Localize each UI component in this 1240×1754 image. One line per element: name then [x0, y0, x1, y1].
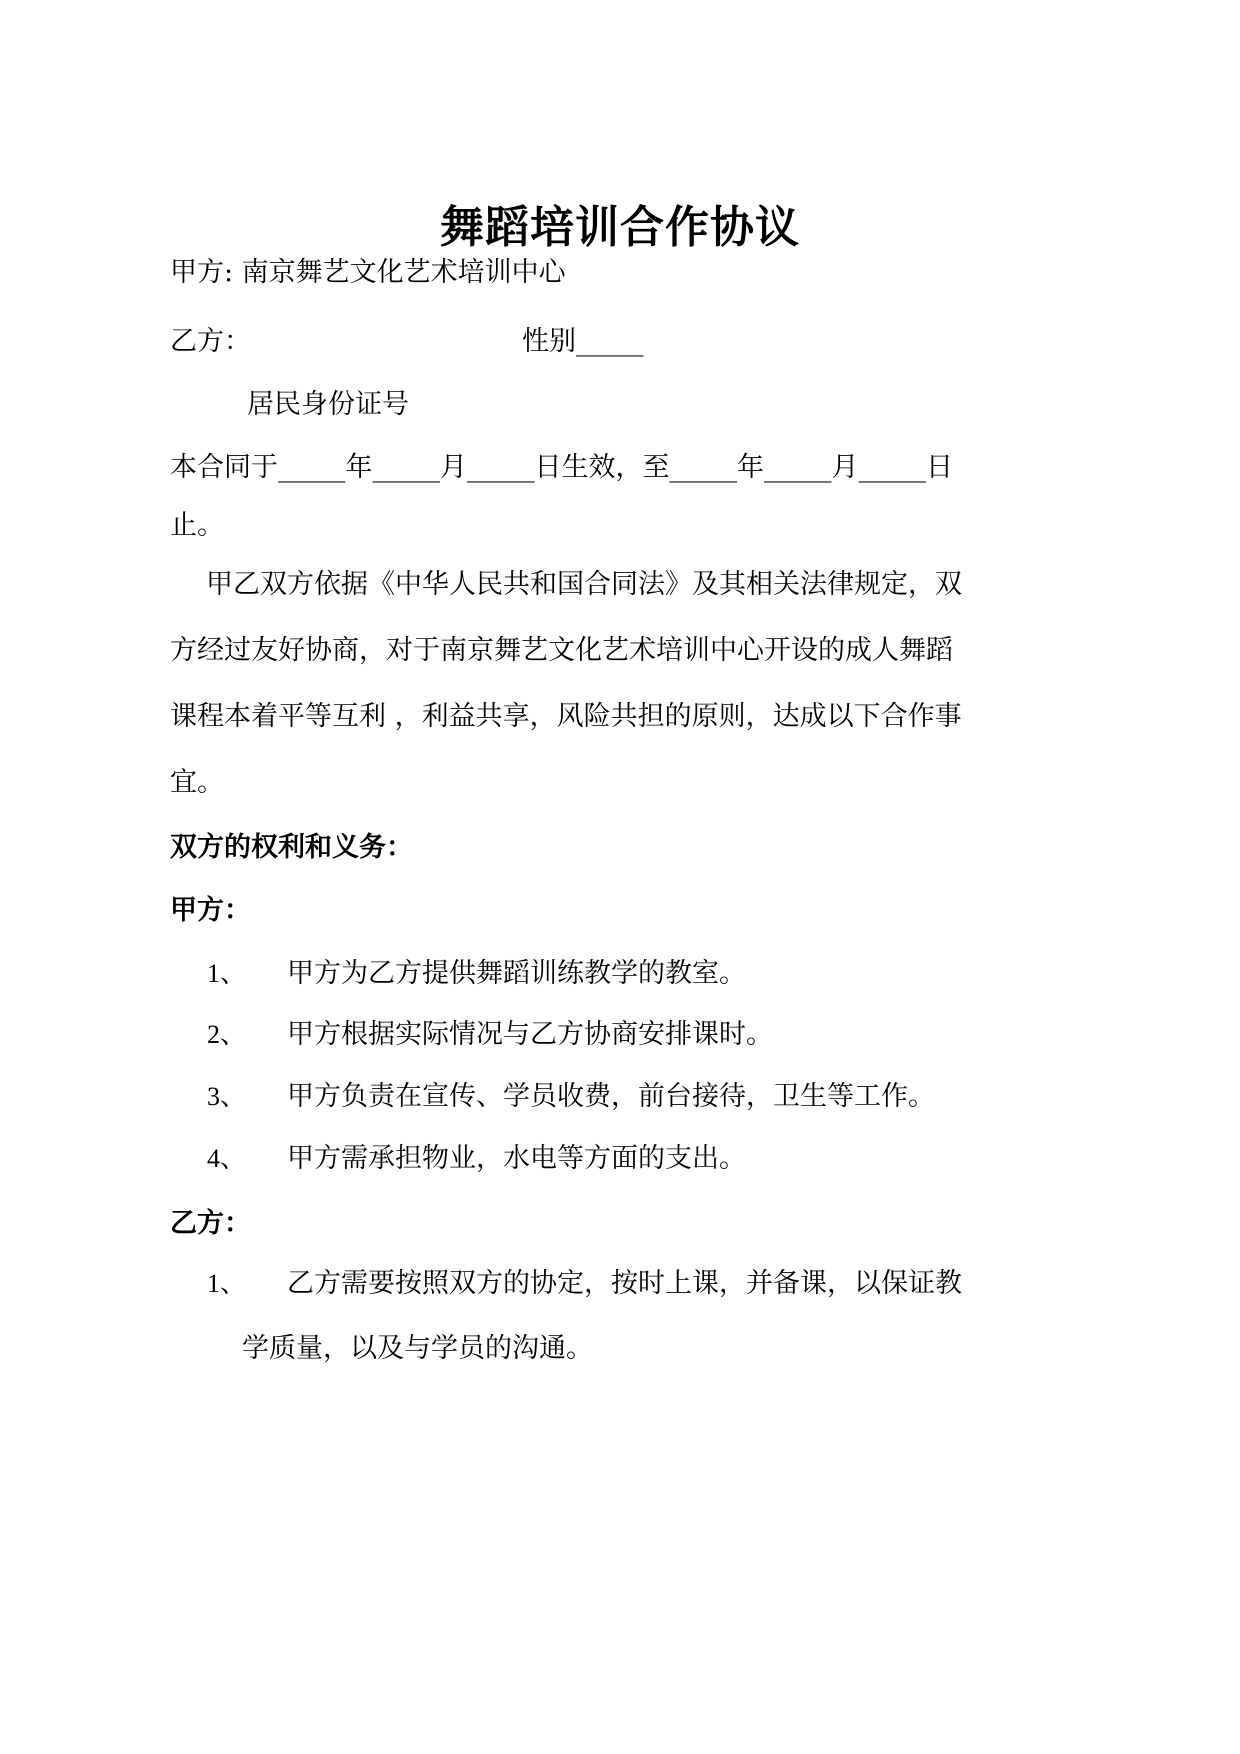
- gender-field: 性别_____: [522, 326, 644, 357]
- party-a-heading: 甲方：: [170, 895, 251, 926]
- preamble-line: 方经过友好协商，对于南京舞艺文化艺术培训中心开设的成人舞蹈: [170, 635, 953, 666]
- document-title: 舞蹈培训合作协议: [440, 202, 800, 254]
- effective-date-line-end: 止。: [170, 510, 224, 541]
- party-b-label: 乙方：: [170, 326, 251, 357]
- party-a-item: 甲方负责在宣传、学员收费，前台接待，卫生等工作。: [287, 1081, 935, 1112]
- party-a-line: 甲方: 南京舞艺文化艺术培训中心: [170, 257, 566, 288]
- party-a-item: 甲方根据实际情况与乙方协商安排课时。: [287, 1019, 773, 1050]
- party-b-item: 乙方需要按照双方的协定，按时上课，并备课，以保证教: [287, 1268, 962, 1299]
- list-item-number: 3、: [207, 1082, 247, 1111]
- id-number-field: 居民身份证号: [247, 389, 409, 420]
- list-item-number: 1、: [207, 959, 247, 988]
- effective-date-line: 本合同于_____年_____月_____日生效，至_____年_____月_____日: [170, 452, 953, 483]
- preamble-line: 甲乙双方依据《中华人民共和国合同法》及其相关法律规定，双: [206, 569, 962, 600]
- preamble-line: 课程本着平等互利 ，利益共享，风险共担的原则，达成以下合作事: [170, 701, 962, 732]
- party-a-item: 甲方为乙方提供舞蹈训练教学的教室。: [287, 958, 746, 989]
- list-item-number: 4、: [207, 1144, 247, 1173]
- party-b-item-continuation: 学质量，以及与学员的沟通。: [242, 1333, 593, 1364]
- preamble-line: 宜。: [170, 767, 224, 798]
- list-item-number: 2、: [207, 1020, 247, 1049]
- rights-heading: 双方的权利和义务：: [170, 832, 413, 863]
- party-b-heading: 乙方：: [170, 1208, 251, 1239]
- list-item-number: 1、: [207, 1269, 247, 1298]
- party-a-item: 甲方需承担物业，水电等方面的支出。: [287, 1143, 746, 1174]
